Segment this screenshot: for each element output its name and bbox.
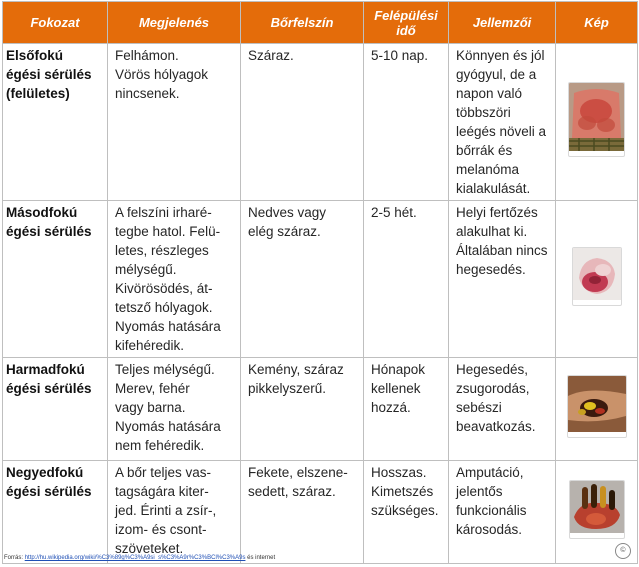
cell-megjelenes	[108, 461, 241, 564]
burn-degree-table	[2, 1, 638, 564]
cell-line: károsodás.	[456, 522, 523, 537]
cell-jellemzoi	[449, 358, 556, 461]
cell-fokozat	[3, 44, 108, 201]
cell-line: nincsenek.	[115, 86, 180, 101]
cell-line: Hegesedés,	[456, 362, 529, 377]
cell-line: Kimetszés	[371, 484, 434, 499]
cell-line: hegesedés.	[456, 262, 526, 277]
cell-line: jelentős	[456, 484, 503, 499]
cell-line: melanóma	[456, 162, 520, 177]
cell-line: Száraz.	[248, 48, 294, 63]
cell-line: bőrrák és	[456, 143, 513, 158]
cell-line: Helyi fertőzés	[456, 205, 538, 220]
license-badge-icon: ©	[615, 543, 631, 559]
cell-line: Elsőfokú	[6, 48, 64, 63]
cell-line: gyógyul, de a	[456, 67, 537, 82]
cell-line: beavatkozás.	[456, 419, 536, 434]
table-row	[3, 44, 638, 201]
cell-line: Vörös hólyagok	[115, 67, 209, 82]
header-row	[3, 2, 638, 44]
cell-line: többszöri	[456, 105, 511, 120]
cell-line: Nedves vagy	[248, 205, 327, 220]
cell-line: sebészi	[456, 400, 502, 415]
cell-jellemzoi	[449, 201, 556, 358]
header-jellemzoi: Jellemzői	[449, 2, 556, 44]
cell-borfelszin	[241, 44, 364, 201]
cell-line: sedett, száraz.	[248, 484, 336, 499]
cell-line: alakulhat ki.	[456, 224, 528, 239]
cell-line: égési sérülés	[6, 224, 92, 239]
cell-line: Negyedfokú	[6, 465, 84, 480]
cell-fokozat	[3, 201, 108, 358]
header-felepulesi-ido	[364, 2, 449, 44]
cell-kep	[556, 461, 638, 564]
cell-line: kellenek	[371, 381, 421, 396]
cell-line: mélységű.	[115, 262, 177, 277]
table-row	[3, 201, 638, 358]
sunburned-torso-photo	[568, 82, 625, 157]
cell-kep	[556, 44, 638, 201]
source-footer	[4, 555, 275, 561]
table-row	[3, 358, 638, 461]
cell-line: nem fehéredik.	[115, 438, 205, 453]
header-felepulesi-line1: Felépülési	[374, 7, 438, 23]
header-kep: Kép	[556, 2, 638, 44]
footer-source-link[interactable]: http://hu.wikipedia.org/wiki/%C3%89g%C3%A9si_s%C3%A9r%C3%BCl%C3%A9s	[24, 555, 246, 561]
cell-line: Merev, fehér	[115, 381, 190, 396]
cell-borfelszin	[241, 461, 364, 564]
cell-felepules	[364, 201, 449, 358]
cell-line: Amputáció,	[456, 465, 524, 480]
cell-line: kifehéredik.	[115, 338, 185, 353]
header-fokozat: Fokozat	[3, 2, 108, 44]
cell-line: égési sérülés	[6, 67, 92, 82]
header-megjelenes: Megjelenés	[108, 2, 241, 44]
cell-line: Könnyen és jól	[456, 48, 545, 63]
cell-line: napon való	[456, 86, 523, 101]
cell-line: (felületes)	[6, 86, 70, 101]
cell-line: funkcionális	[456, 503, 527, 518]
cell-line: 2-5 hét.	[371, 205, 417, 220]
cell-line: Felhámon.	[115, 48, 179, 63]
cell-line: jed. Érinti a zsír-,	[115, 503, 217, 518]
carbonized-hand-photo	[569, 480, 625, 539]
cell-line: Kivörösödés, át-	[115, 281, 213, 296]
cell-line: tetsző hólyagok.	[115, 300, 213, 315]
cell-line: Hosszas.	[371, 465, 427, 480]
cell-felepules	[364, 461, 449, 564]
cell-line: Másodfokú	[6, 205, 78, 220]
cell-fokozat	[3, 461, 108, 564]
header-felepulesi-line2: idő	[396, 22, 416, 38]
cell-line: Hónapok	[371, 362, 426, 377]
cell-line: szöveteket.	[115, 541, 184, 556]
cell-line: égési sérülés	[6, 484, 92, 499]
cell-line: A bőr teljes vas-	[115, 465, 212, 480]
cell-line: 5-10 nap.	[371, 48, 429, 63]
cell-line: hozzá.	[371, 400, 411, 415]
cell-line: tagságára kiter-	[115, 484, 209, 499]
cell-line: vagy barna.	[115, 400, 186, 415]
cell-jellemzoi	[449, 461, 556, 564]
cell-line: Kemény, száraz	[248, 362, 344, 377]
cell-line: Teljes mélységű.	[115, 362, 215, 377]
cell-line: szükséges.	[371, 503, 439, 518]
cell-line: letes, részleges	[115, 243, 209, 258]
cell-fokozat	[3, 358, 108, 461]
cell-line: tegbe hatol. Felü-	[115, 224, 221, 239]
cell-line: Nyomás hatására	[115, 419, 221, 434]
cell-kep	[556, 358, 638, 461]
charred-leg-photo	[567, 375, 627, 438]
cell-line: izom- és csont-	[115, 522, 207, 537]
cell-line: pikkelyszerű.	[248, 381, 327, 396]
cell-megjelenes	[108, 201, 241, 358]
cell-kep	[556, 201, 638, 358]
footer-prefix: Forrás:	[4, 555, 24, 561]
cell-borfelszin	[241, 358, 364, 461]
cell-line: Fekete, elszene-	[248, 465, 348, 480]
blistered-hand-photo	[572, 247, 622, 306]
cell-line: égési sérülés	[6, 381, 92, 396]
cell-borfelszin	[241, 201, 364, 358]
table-row	[3, 461, 638, 564]
cell-felepules	[364, 358, 449, 461]
cell-megjelenes	[108, 358, 241, 461]
cell-line: A felszíni irharé-	[115, 205, 212, 220]
header-borfelszin: Bőrfelszín	[241, 2, 364, 44]
cell-felepules	[364, 44, 449, 201]
cell-line: elég száraz.	[248, 224, 321, 239]
cell-line: Általában nincs	[456, 243, 548, 258]
footer-suffix: és internet	[247, 555, 276, 561]
cell-line: leégés növeli a	[456, 124, 547, 139]
cell-line: kialakulását.	[456, 181, 531, 196]
cell-line: Harmadfokú	[6, 362, 85, 377]
cell-line: zsugorodás,	[456, 381, 530, 396]
cell-jellemzoi	[449, 44, 556, 201]
cell-megjelenes	[108, 44, 241, 201]
cell-line: Nyomás hatására	[115, 319, 221, 334]
